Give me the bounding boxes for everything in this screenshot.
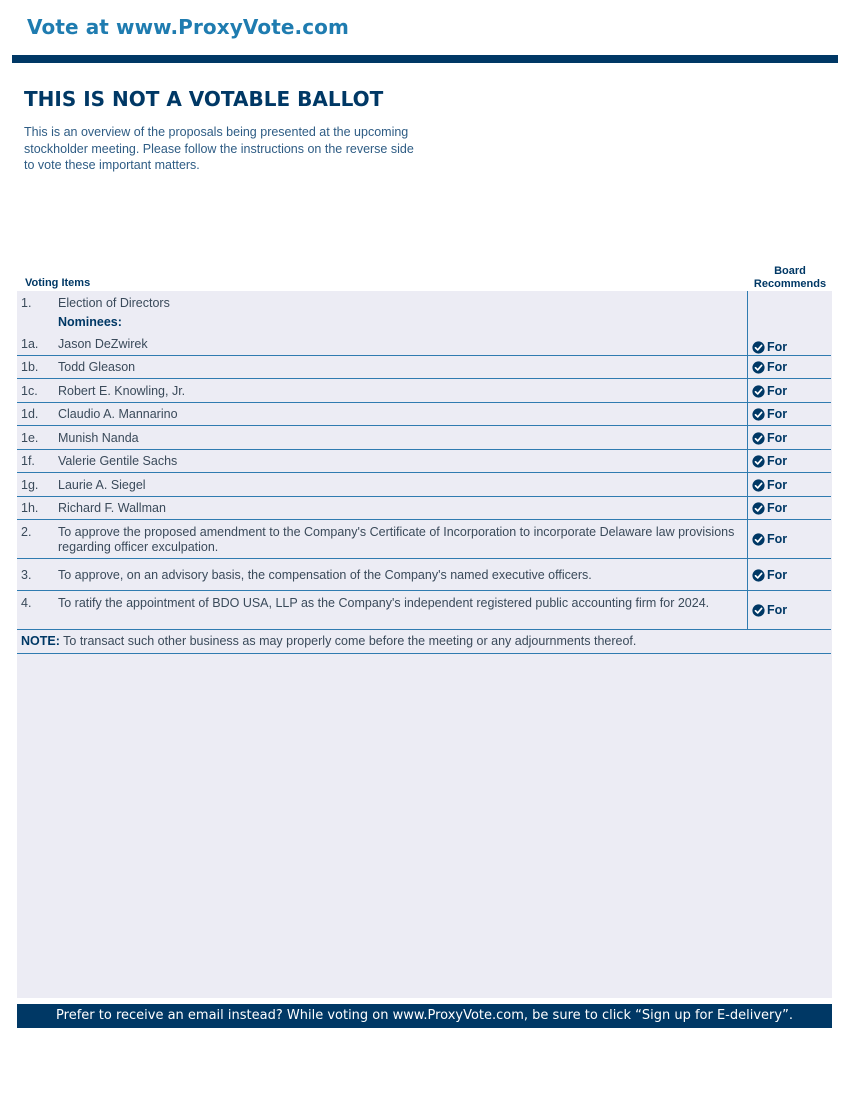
- recommendation-label: For: [767, 454, 788, 468]
- row-number: 3.: [21, 568, 32, 582]
- check-circle-icon: [752, 569, 765, 582]
- item-number: 1.: [21, 296, 32, 310]
- column-header-voting-items: Voting Items: [25, 277, 91, 289]
- recommendation-label: For: [767, 478, 788, 492]
- recommendation-label: For: [767, 501, 788, 515]
- check-circle-icon: [752, 341, 765, 354]
- check-circle-icon: [752, 604, 765, 617]
- recommends-label: Recommends: [753, 278, 827, 290]
- row-text: Laurie A. Siegel: [58, 478, 146, 492]
- row-divider: [17, 355, 831, 356]
- header-divider: [12, 55, 838, 63]
- page-title: THIS IS NOT A VOTABLE BALLOT: [24, 87, 384, 111]
- row-divider: [17, 449, 831, 450]
- board-recommendation: [752, 340, 787, 354]
- board-label: Board: [774, 265, 806, 277]
- row-divider: [17, 629, 831, 630]
- row-number: 1g.: [21, 478, 39, 492]
- row-divider: [17, 496, 831, 497]
- board-recommendation: [752, 407, 787, 421]
- board-recommendation: [752, 568, 787, 582]
- recommendation-label: For: [767, 384, 788, 398]
- row-text: Jason DeZwirek: [58, 337, 148, 351]
- check-circle-icon: [752, 533, 765, 546]
- row-number: 1d.: [21, 407, 39, 421]
- recommendation-label: For: [767, 360, 788, 374]
- check-circle-icon: [752, 408, 765, 421]
- board-recommendation: [752, 454, 787, 468]
- row-text: Valerie Gentile Sachs: [58, 454, 178, 468]
- board-recommendation: [752, 532, 787, 546]
- proxyvote-link[interactable]: Vote at www.ProxyVote.com: [27, 15, 349, 39]
- recommendation-label: For: [767, 340, 788, 354]
- row-text: To approve, on an advisory basis, the compensation of the Company's named executive officers.: [58, 568, 592, 582]
- recommendation-label: For: [767, 532, 788, 546]
- recommendation-label: For: [767, 431, 788, 445]
- row-divider: [17, 425, 831, 426]
- item-text: Election of Directors: [58, 296, 170, 310]
- row-number: 1a.: [21, 337, 39, 351]
- note: [21, 634, 636, 648]
- note-label: NOTE:: [21, 634, 60, 648]
- row-text: To ratify the appointment of BDO USA, LLP as the Company's independent registered public accounting firm for 2024.: [58, 596, 710, 610]
- row-number: 4.: [21, 596, 32, 610]
- row-divider: [17, 519, 831, 520]
- row-divider: [17, 558, 831, 559]
- board-recommendation: [752, 501, 787, 515]
- recommendation-label: For: [767, 603, 788, 617]
- row-text: Claudio A. Mannarino: [58, 407, 178, 421]
- board-recommendation: [752, 360, 787, 374]
- board-recommendation: [752, 603, 787, 617]
- recommendation-label: For: [767, 568, 788, 582]
- check-circle-icon: [752, 455, 765, 468]
- intro-text: This is an overview of the proposals being presented at the upcoming stockholder meeting. Please follow the instructions on the reverse side to vote these important matters.: [24, 125, 414, 172]
- row-divider: [17, 378, 831, 379]
- check-circle-icon: [752, 479, 765, 492]
- row-number: 1e.: [21, 431, 39, 445]
- row-number: 1b.: [21, 360, 39, 374]
- row-text: Todd Gleason: [58, 360, 136, 374]
- row-divider: [17, 402, 831, 403]
- row-text: Richard F. Wallman: [58, 501, 166, 515]
- row-divider: [17, 590, 831, 591]
- row-divider: [17, 653, 831, 654]
- row-text: Robert E. Knowling, Jr.: [58, 384, 186, 398]
- row-text: To approve the proposed amendment to the Company's Certificate of Incorporation to incorporate Delaware law provisions regarding officer exculpation.: [58, 525, 735, 554]
- row-text: Munish Nanda: [58, 431, 139, 445]
- check-circle-icon: [752, 502, 765, 515]
- board-recommendation: [752, 384, 787, 398]
- check-circle-icon: [752, 361, 765, 374]
- column-header-board-recommends: [748, 265, 832, 291]
- column-divider: [747, 291, 748, 629]
- row-number: 1f.: [21, 454, 35, 468]
- row-number: 1c.: [21, 384, 38, 398]
- row-divider: [17, 472, 831, 473]
- check-circle-icon: [752, 385, 765, 398]
- board-recommendation: [752, 478, 787, 492]
- nominees-label: Nominees:: [58, 315, 122, 329]
- check-circle-icon: [752, 432, 765, 445]
- board-recommendation: [752, 431, 787, 445]
- row-number: 1h.: [21, 501, 39, 515]
- recommendation-label: For: [767, 407, 788, 421]
- e-delivery-banner: Prefer to receive an email instead? While voting on www.ProxyVote.com, be sure to click “Sign up for E-delivery”.: [17, 1004, 832, 1028]
- note-text: To transact such other business as may properly come before the meeting or any adjournments thereof.: [59, 634, 637, 648]
- row-number: 2.: [21, 525, 32, 539]
